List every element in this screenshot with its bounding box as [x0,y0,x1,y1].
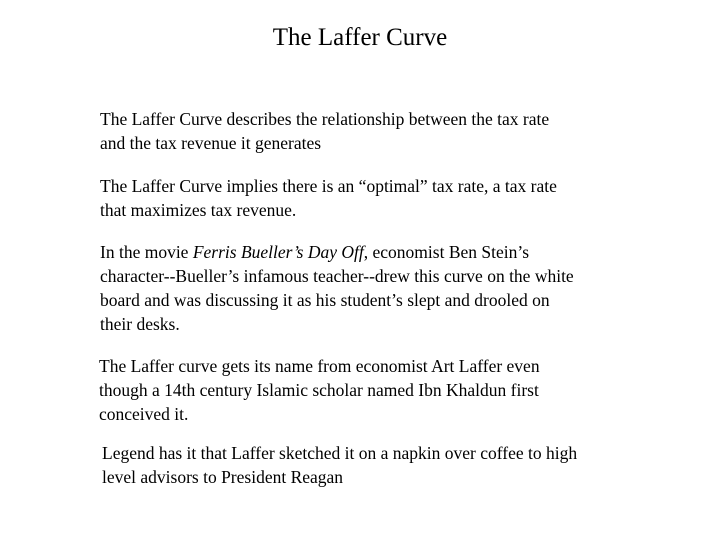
paragraph-line: Legend has it that Laffer sketched it on a napkin over coffee to high [102,443,578,463]
movie-title: Ferris Bueller’s Day Off [192,242,364,262]
paragraph-line: board and was discussing it as his student’s slept and drooled on [100,290,550,310]
text-fragment: , economist Ben Stein’s [363,242,530,262]
paragraph-line: that maximizes tax revenue. [100,200,297,220]
slide-title: The Laffer Curve [272,24,448,51]
paragraph-line: The Laffer Curve implies there is an “optimal” tax rate, a tax rate [100,176,557,196]
paragraph-line [100,240,574,264]
paragraph-line: The Laffer Curve describes the relationship between the tax rate [100,109,550,129]
paragraph-legend [102,441,577,489]
paragraph-movie [100,240,574,336]
paragraph-line: level advisors to President Reagan [102,467,344,487]
paragraph-line: their desks. [100,314,180,334]
paragraph-line: and the tax revenue it generates [100,133,322,153]
paragraph-optimal-rate [100,174,557,222]
paragraph-line: The Laffer curve gets its name from economist Art Laffer even [99,356,540,376]
paragraph-definition [100,107,549,155]
paragraph-name-origin [99,354,540,426]
paragraph-line: though a 14th century Islamic scholar named Ibn Khaldun first [99,380,539,400]
text-fragment: In the movie [100,242,193,262]
paragraph-line: character--Bueller’s infamous teacher--drew this curve on the white [100,266,574,286]
paragraph-line: conceived it. [99,404,189,424]
